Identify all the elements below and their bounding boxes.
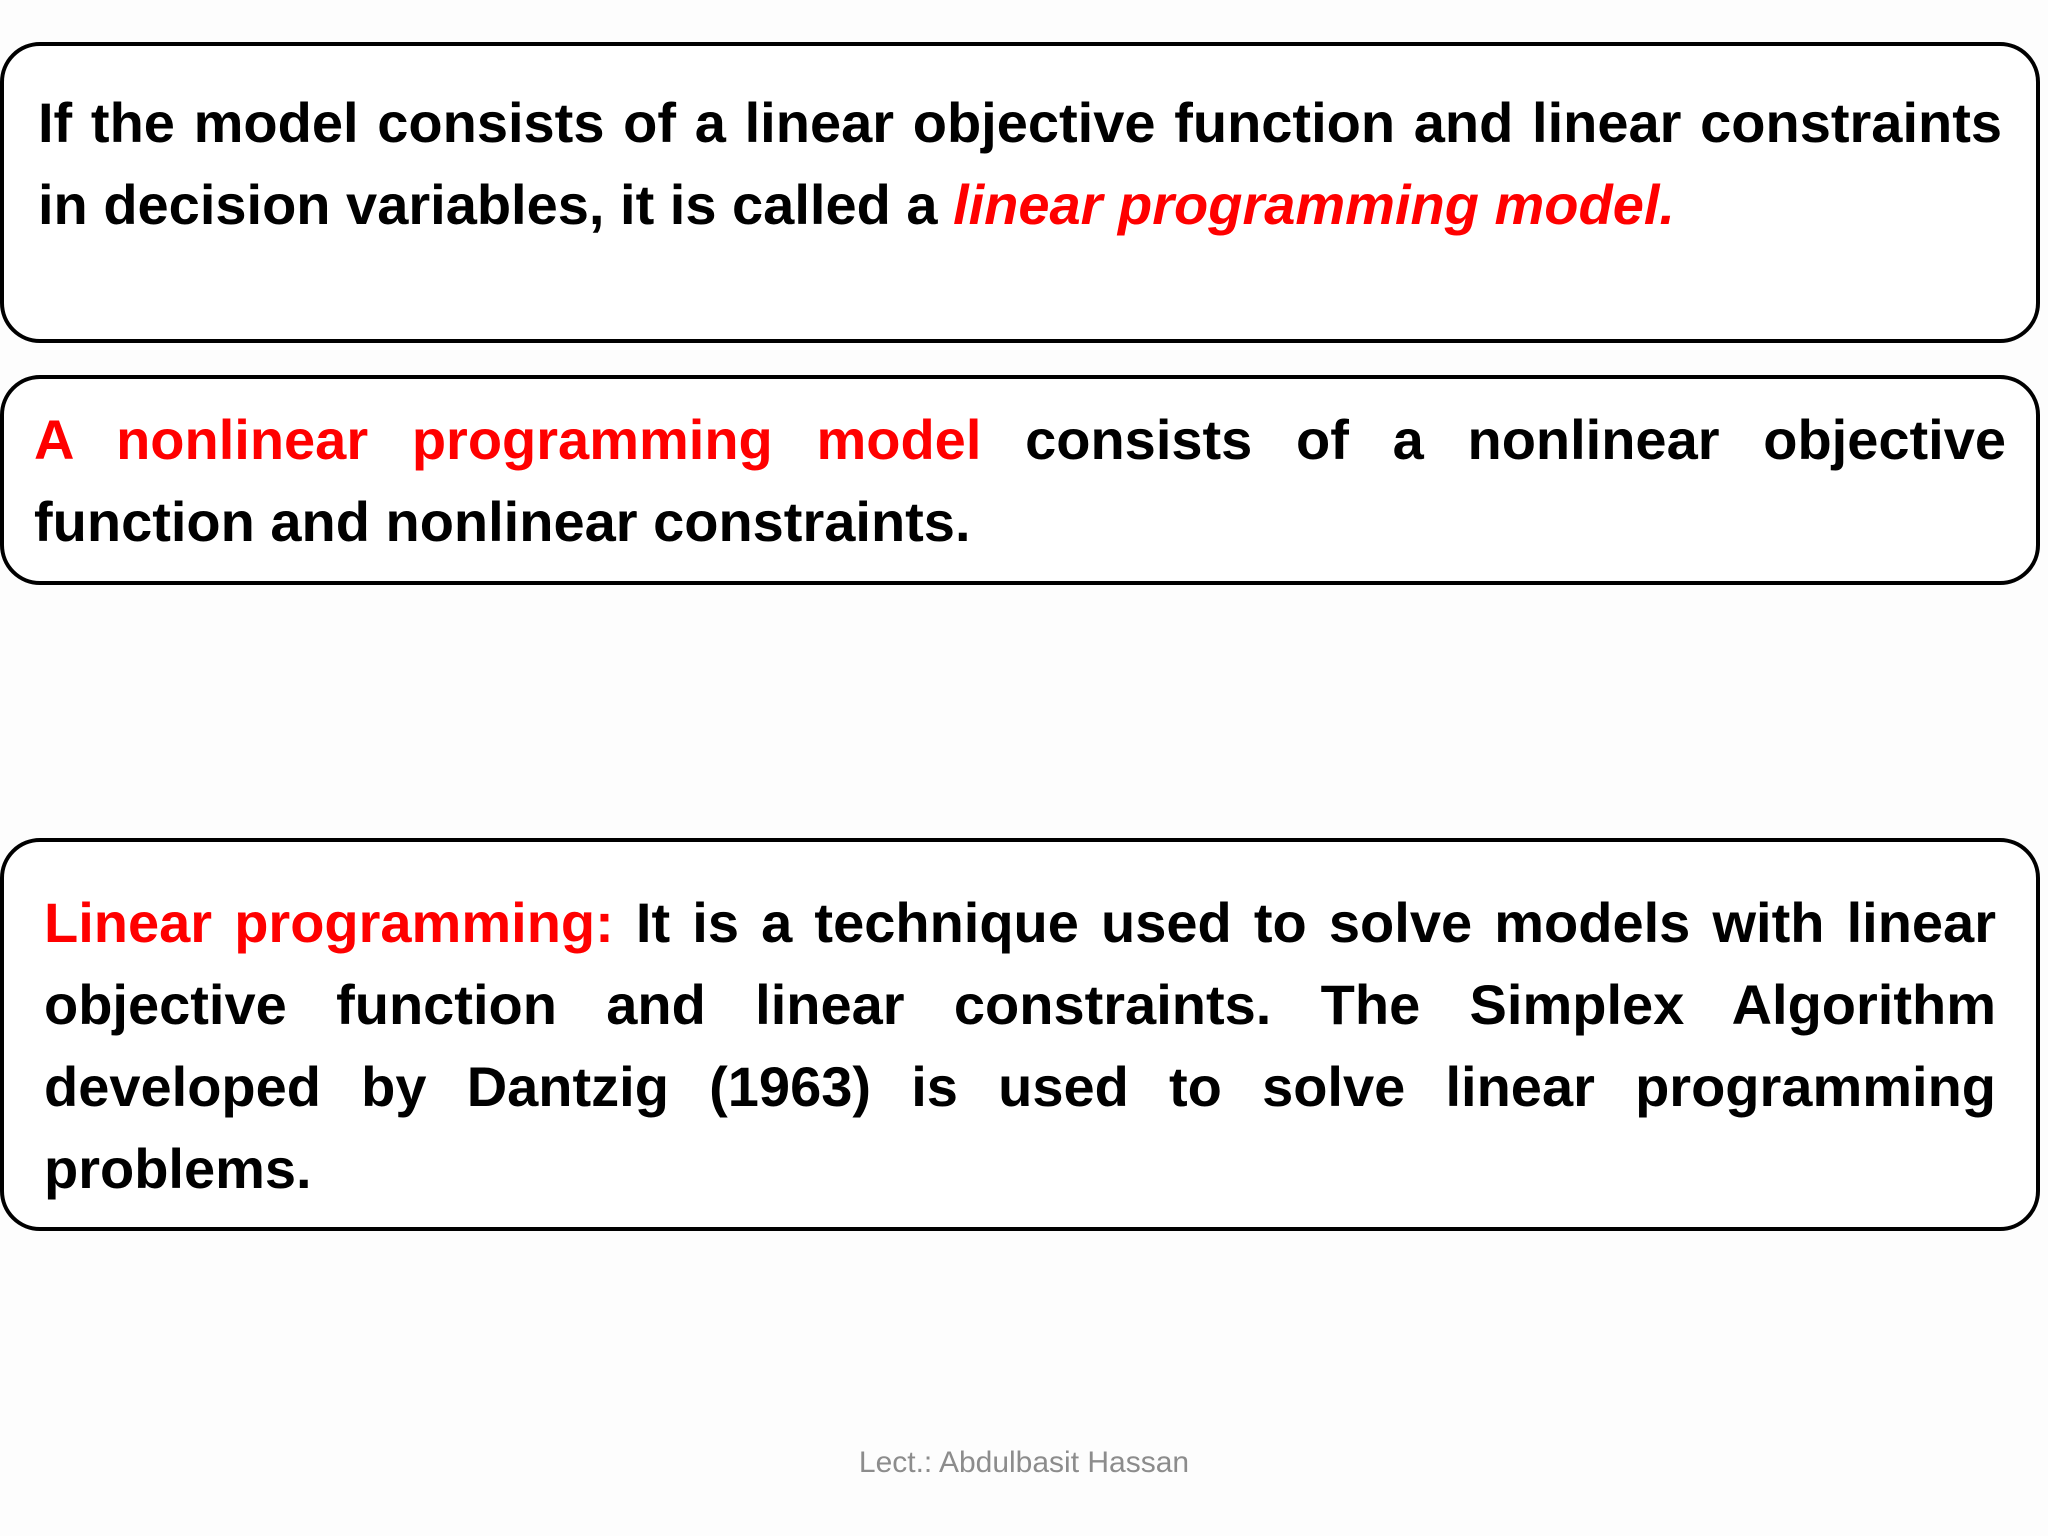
highlighted-term: linear programming model. bbox=[953, 173, 1675, 236]
definition-text: If the model consists of a linear objective function and linear constraints in decision variables, it is called a bbox=[38, 91, 2002, 236]
highlighted-term: Linear programming: bbox=[44, 891, 614, 954]
definition-box-linear-programming bbox=[0, 838, 2040, 1231]
definition-box-linear-model bbox=[0, 42, 2040, 343]
definition-paragraph bbox=[34, 399, 2006, 563]
definition-paragraph bbox=[44, 882, 1996, 1210]
definition-text: consists of a nonlinear objective function and nonlinear constraints. bbox=[34, 408, 2006, 553]
definition-box-nonlinear-model bbox=[0, 375, 2040, 585]
lecturer-footer: Lect.: Abdulbasit Hassan bbox=[858, 1446, 1190, 1479]
highlighted-term: A nonlinear programming model bbox=[34, 408, 982, 471]
definition-text: It is a technique used to solve models with linear objective function and linear constraints. The Simplex Algorithm developed by Dantzig (1963) is used to solve linear programming problems. bbox=[44, 891, 1996, 1200]
definition-paragraph bbox=[38, 82, 2002, 246]
